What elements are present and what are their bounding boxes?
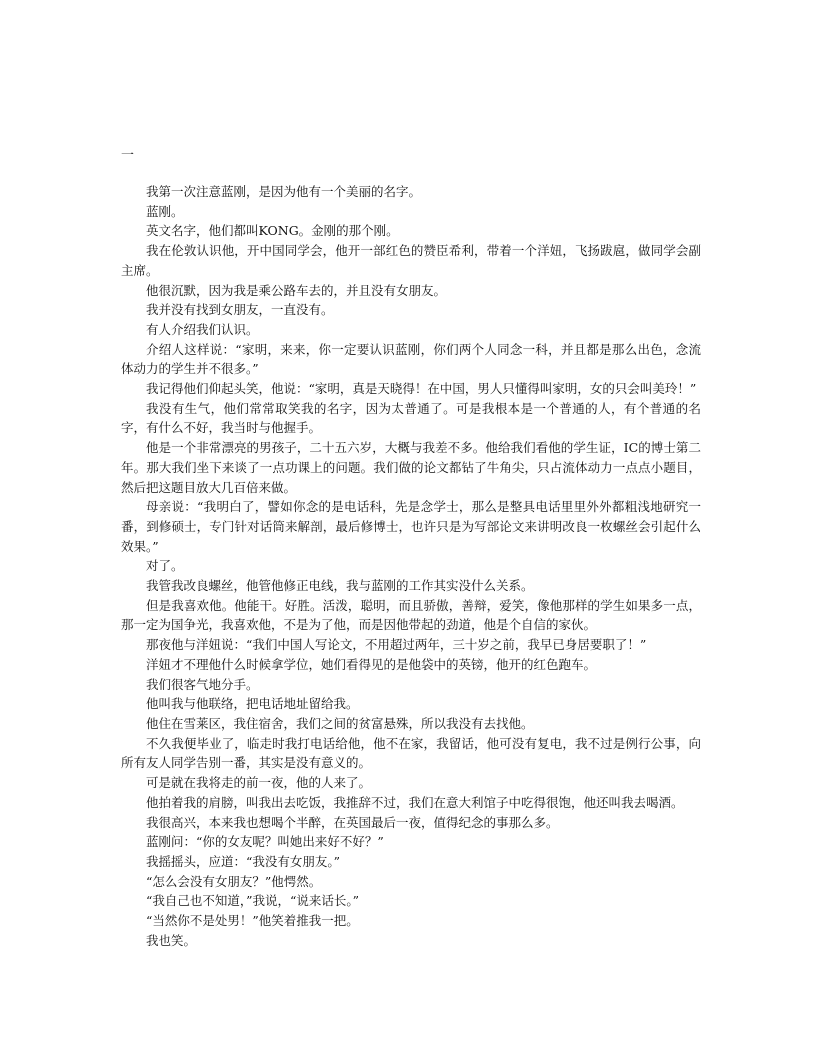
paragraph: 但是我喜欢他。他能干。好胜。活泼，聪明，而且骄傲，善辩，爱笑，像他那样的学生如果多一点，那一定为国争光，我喜欢他，不是为了他，而是因他带起的劲道，他是个自信的家伙。 — [121, 597, 701, 633]
paragraph: 对了。 — [146, 558, 184, 574]
paragraph: 母亲说：“我明白了，譬如你念的是电话科，先是念学士，那么是整具电话里里外外都粗浅地研究一番，到修硕士，专门针对话筒来解剖，最后修博士，也许只是为写部论文来讲明改良一枚螺丝会引起什么效果。” — [121, 499, 701, 554]
paragraph: 他是一个非常漂亮的男孩子，二十五六岁，大概与我差不多。他给我们看他的学生证，IC的博士第二年。那大我们坐下来谈了一点功课上的问题。我们做的论文都钻了牛角尖，只占流体动力一点点小题目，然后把这题目放大几百倍来做。 — [121, 440, 701, 495]
paragraph: 我们很客气地分手。 — [146, 676, 259, 692]
paragraph: “我自己也不知道，”我说，“说来话长。” — [146, 893, 360, 909]
paragraph: 他叫我与他联络，把电话地址留给我。 — [146, 696, 359, 712]
paragraph: 我没有生气，他们常常取笑我的名字，因为太普通了。可是我根本是一个普通的人，有个普通的名字，有什么不好，我当时与他握手。 — [121, 400, 701, 436]
paragraph: 他拍着我的肩膀，叫我出去吃饭，我推辞不过，我们在意大利馆子中吃得很饱，他还叫我去喝酒。 — [146, 794, 684, 810]
paragraph: 洋妞才不理他什么时候拿学位，她们看得见的是他袋中的英镑，他开的红色跑车。 — [146, 656, 597, 672]
paragraph: 我很高兴，本来我也想喝个半醉，在英国最后一夜，值得纪念的事那么多。 — [146, 814, 559, 830]
paragraph: 他很沉默，因为我是乘公路车去的，并且没有女朋友。 — [146, 282, 447, 298]
paragraph: “当然你不是处男！”他笑着推我一把。 — [146, 913, 359, 929]
paragraph: 我在伦敦认识他，开中国同学会，他开一部红色的赞臣希利，带着一个洋妞，飞扬跋扈，做同学会副主席。 — [121, 243, 701, 278]
paragraph: 蓝刚问：“你的女友呢？叫她出来好不好？” — [146, 834, 384, 850]
paragraph: 我并没有找到女朋友，一直没有。 — [146, 302, 334, 318]
chapter-body — [121, 182, 701, 950]
paragraph: 我摇摇头，应道：“我没有女朋友。” — [146, 853, 341, 869]
paragraph: 我记得他们仰起头笑，他说：“家明，真是天晓得！在中国，男人只懂得叫家明，女的只会叫美玲！” — [146, 381, 697, 397]
paragraph: 他住在雪莱区，我住宿舍，我们之间的贫富悬殊，所以我没有去找他。 — [146, 715, 534, 731]
chapter-number: 一 — [121, 148, 135, 163]
paragraph: 英文名字，他们都叫KONG。金刚的那个刚。 — [146, 223, 399, 239]
paragraph: 那夜他与洋妞说：“我们中国人写论文，不用超过两年，三十岁之前，我早已身居要职了！” — [146, 637, 647, 653]
paragraph: 介绍人这样说：“家明，来来，你一定要认识蓝刚，你们两个人同念一科，并且都是那么出色，念流体动力的学生并不很多。” — [121, 341, 701, 377]
paragraph: 不久我便毕业了，临走时我打电话给他，他不在家，我留话，他可没有复电，我不过是例行公事，向所有友人同学告别一番，其实是没有意义的。 — [121, 735, 701, 771]
paragraph: 蓝刚。 — [146, 203, 184, 219]
paragraph: 我第一次注意蓝刚，是因为他有一个美丽的名字。 — [146, 184, 422, 199]
paragraph: “怎么会没有女朋友？”他愕然。 — [146, 873, 322, 889]
paragraph: 我也笑。 — [146, 932, 197, 948]
paragraph: 可是就在我将走的前一夜，他的人来了。 — [146, 775, 372, 791]
paragraph: 我管我改良螺丝，他管他修正电线，我与蓝刚的工作其实没什么关系。 — [146, 578, 534, 594]
paragraph: 有人介绍我们认识。 — [146, 321, 259, 337]
